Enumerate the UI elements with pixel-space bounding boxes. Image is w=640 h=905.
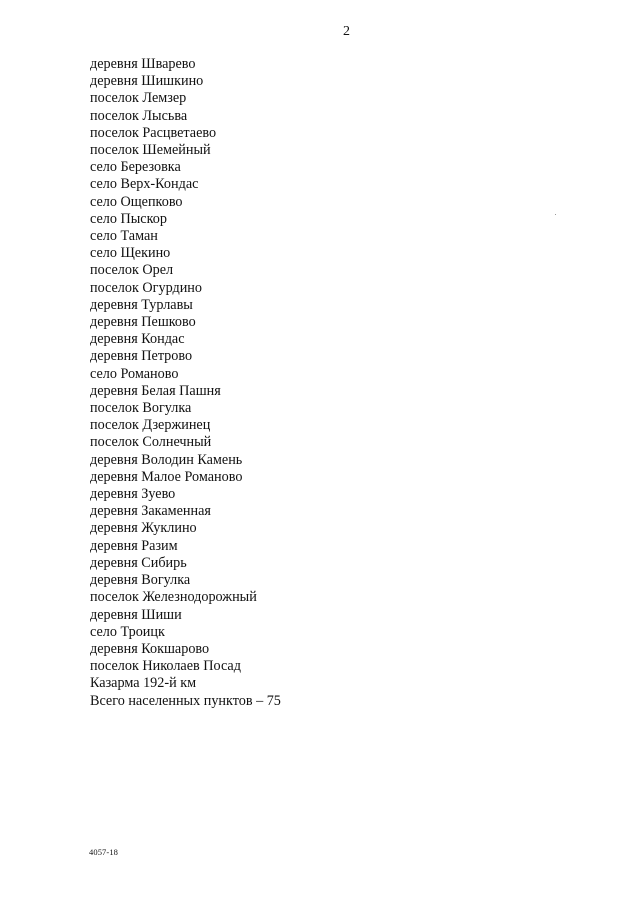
list-item: деревня Кондас xyxy=(90,331,185,348)
list-item: деревня Вогулка xyxy=(90,572,191,589)
list-item: поселок Солнечный xyxy=(90,434,212,451)
list-item: село Ощепково xyxy=(90,193,183,210)
total-line: Всего населенных пунктов – 75 xyxy=(90,692,281,709)
list-item: деревня Шишкино xyxy=(90,73,204,90)
list-item: деревня Жуклино xyxy=(90,520,197,537)
list-item: деревня Закаменная xyxy=(90,503,211,520)
list-item: Казарма 192-й км xyxy=(90,675,197,692)
list-item: село Верх-Кондас xyxy=(90,176,199,193)
list-item: поселок Железнодорожный xyxy=(90,589,257,606)
list-item: деревня Володин Камень xyxy=(90,451,243,468)
list-item: деревня Петрово xyxy=(90,348,193,365)
list-item: поселок Дзержинец xyxy=(90,417,211,434)
list-item: деревня Турлавы xyxy=(90,296,193,313)
list-item: деревня Малое Романово xyxy=(90,468,243,485)
list-item: село Березовка xyxy=(90,159,181,176)
list-item: село Романово xyxy=(90,365,179,382)
list-item: село Таман xyxy=(90,228,158,245)
list-item: поселок Лысьва xyxy=(90,107,188,124)
list-item: деревня Белая Пашня xyxy=(90,382,221,399)
list-item: деревня Шварево xyxy=(90,56,196,72)
page-number: 2 xyxy=(343,24,350,39)
list-item: поселок Расцветаево xyxy=(90,124,217,141)
list-item: поселок Шемейный xyxy=(90,142,211,159)
list-item: деревня Сибирь xyxy=(90,554,187,571)
document-code: 4057-18 xyxy=(89,847,119,857)
list-item: деревня Зуево xyxy=(90,486,176,503)
list-item: деревня Кокшарово xyxy=(90,640,210,657)
list-item: деревня Шиши xyxy=(90,606,182,623)
list-item: село Щекино xyxy=(90,245,171,262)
list-item: деревня Пешково xyxy=(90,314,196,331)
list-item: поселок Вогулка xyxy=(90,400,192,417)
list-item: деревня Разим xyxy=(90,537,178,554)
settlement-list xyxy=(90,56,281,710)
list-item: поселок Лемзер xyxy=(90,90,187,107)
list-item: поселок Огурдино xyxy=(90,279,202,296)
list-item: поселок Николаев Посад xyxy=(90,658,241,675)
list-item: село Пыскор xyxy=(90,210,167,227)
list-item: село Троицк xyxy=(90,623,165,640)
list-item: поселок Орел xyxy=(90,262,174,279)
scan-speck xyxy=(555,214,556,215)
